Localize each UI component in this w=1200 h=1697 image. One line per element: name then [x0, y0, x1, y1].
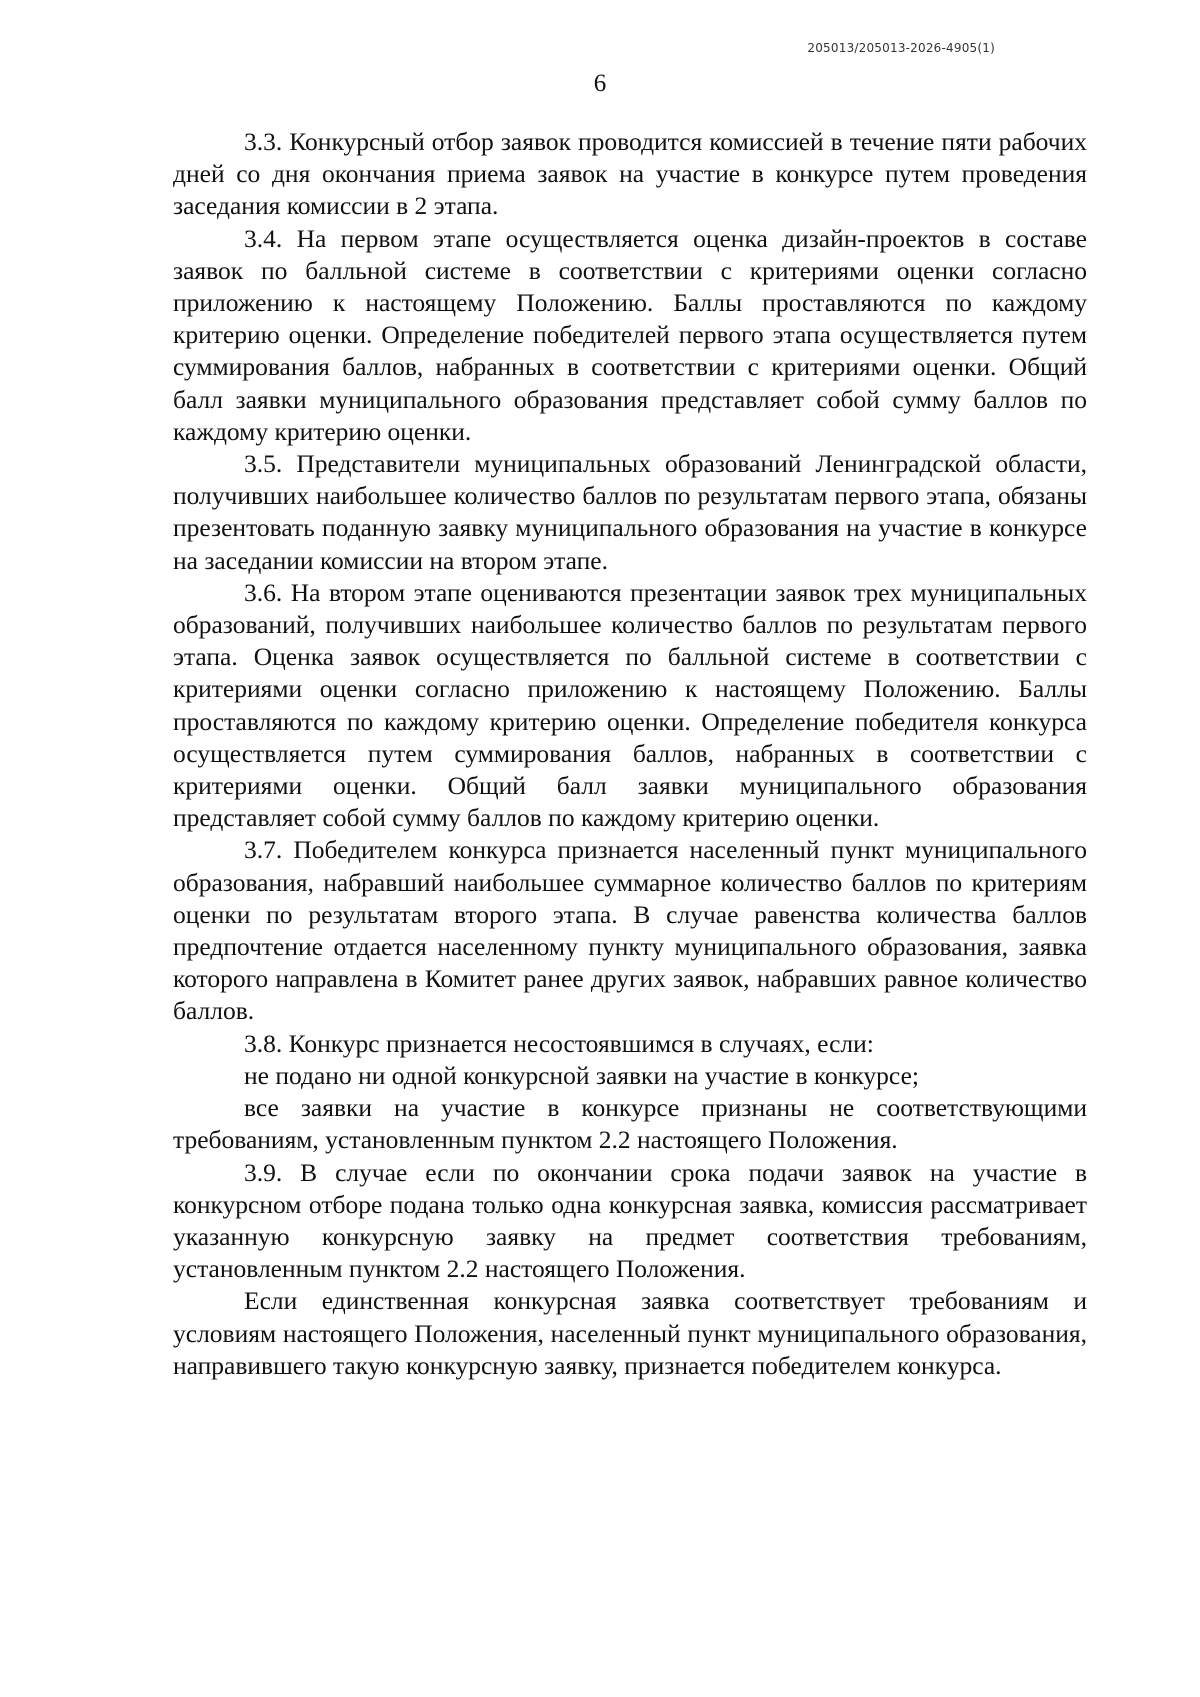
page-number: 6: [593, 70, 607, 97]
document-body: [173, 126, 1087, 1382]
paragraph-3-4: 3.4. На первом этапе осуществляется оценка дизайн-проектов в составе заявок по балльной системе в соответствии с критериями оценки согласно приложению к настоящему Положению. Баллы проставляются по каждому критерию оценки. Определение победителей первого этапа осуществляется путем суммирования баллов, набранных в соответствии с критериями оценки. Общий балл заявки муниципального образования представляет собой сумму баллов по каждому критерию оценки.: [173, 223, 1087, 446]
paragraph-3-5: 3.5. Представители муниципальных образований Ленинградской области, получивших наибольшее количество баллов по результатам первого этапа, обязаны презентовать поданную заявку муниципального образования на участие в конкурсе на заседании комиссии на втором этапе.: [173, 449, 1087, 575]
paragraph-3-8: 3.8. Конкурс признается несостоявшимся в случаях, если:: [244, 1028, 874, 1058]
paragraph-3-7: 3.7. Победителем конкурса признается населенный пункт муниципального образования, набравший наибольшее суммарное количество баллов по критериям оценки по результатам второго этапа. В случае равенства количества баллов предпочтение отдается населенному пункту муниципального образования, заявка которого направлена в Комитет ранее других заявок, набравших равное количество баллов.: [173, 835, 1087, 1026]
document-id: 205013/205013-2026-4905(1): [807, 41, 995, 55]
paragraph-3-8-case-1: не подано ни одной конкурсной заявки на участие в конкурсе;: [244, 1060, 919, 1090]
paragraph-3-9-continuation: Если единственная конкурсная заявка соответствует требованиям и условиям настоящего Положения, населенный пункт муниципального образования, направившего такую конкурсную заявку, признается победителем конкурса.: [173, 1286, 1087, 1380]
paragraph-3-6: 3.6. На втором этапе оцениваются презентации заявок трех муниципальных образований, получивших наибольшее количество баллов по результатам первого этапа. Оценка заявок осуществляется по балльной системе в соответствии с критериями оценки согласно приложению к настоящему Положению. Баллы проставляются по каждому критерию оценки. Определение победителя конкурса осуществляется путем суммирования баллов, набранных в соответствии с критериями оценки. Общий балл заявки муниципального образования представляет собой сумму баллов по каждому критерию оценки.: [173, 577, 1087, 833]
paragraph-3-8-case-2: все заявки на участие в конкурсе признаны не соответствующими требованиям, установленным пунктом 2.2 настоящего Положения.: [173, 1093, 1087, 1155]
paragraph-3-9: 3.9. В случае если по окончании срока подачи заявок на участие в конкурсном отборе подана только одна конкурсная заявка, комиссия рассматривает указанную конкурсную заявку на предмет соответствия требованиям, установленным пунктом 2.2 настоящего Положения.: [173, 1157, 1087, 1284]
paragraph-3-3: 3.3. Конкурсный отбор заявок проводится комиссией в течение пяти рабочих дней со дня окончания приема заявок на участие в конкурсе путем проведения заседания комиссии в 2 этапа.: [173, 127, 1087, 221]
